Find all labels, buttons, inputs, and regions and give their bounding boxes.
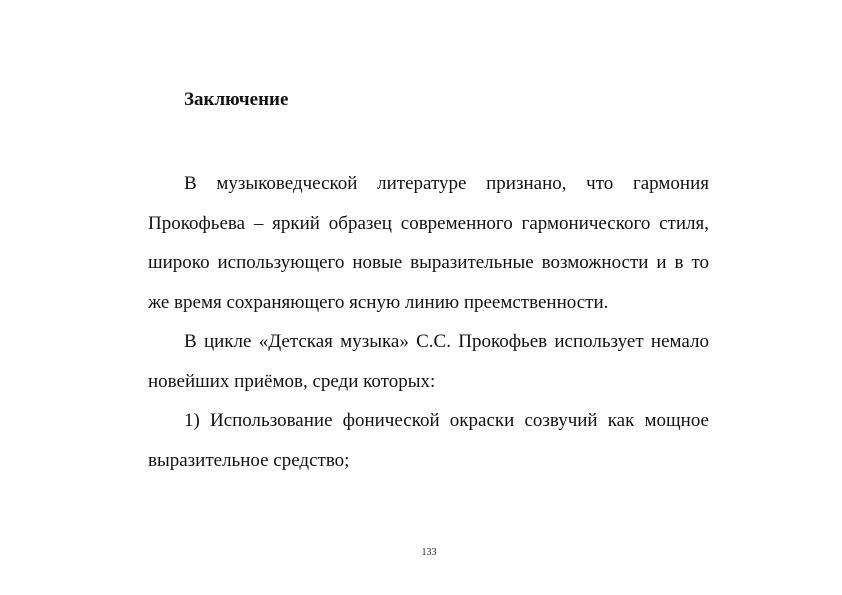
list-item-1: 1) Использование фонической окраски созвучий как мощное выразительное средство;: [148, 410, 709, 471]
section-heading: Заключение: [184, 89, 289, 110]
paragraph-cycle: В цикле «Детская музыка» С.С. Прокофьев использует немало новейших приёмов, среди которых:: [148, 331, 709, 392]
paragraph-intro: В музыковедческой литературе признано, что гармония Прокофьева – яркий образец современного гармонического стиля, широко использующего новые выразительные возможности и в то же время сохраняющего ясную линию преемственности.: [148, 173, 709, 313]
body-text: [148, 164, 709, 480]
page-number: 133: [421, 547, 437, 558]
